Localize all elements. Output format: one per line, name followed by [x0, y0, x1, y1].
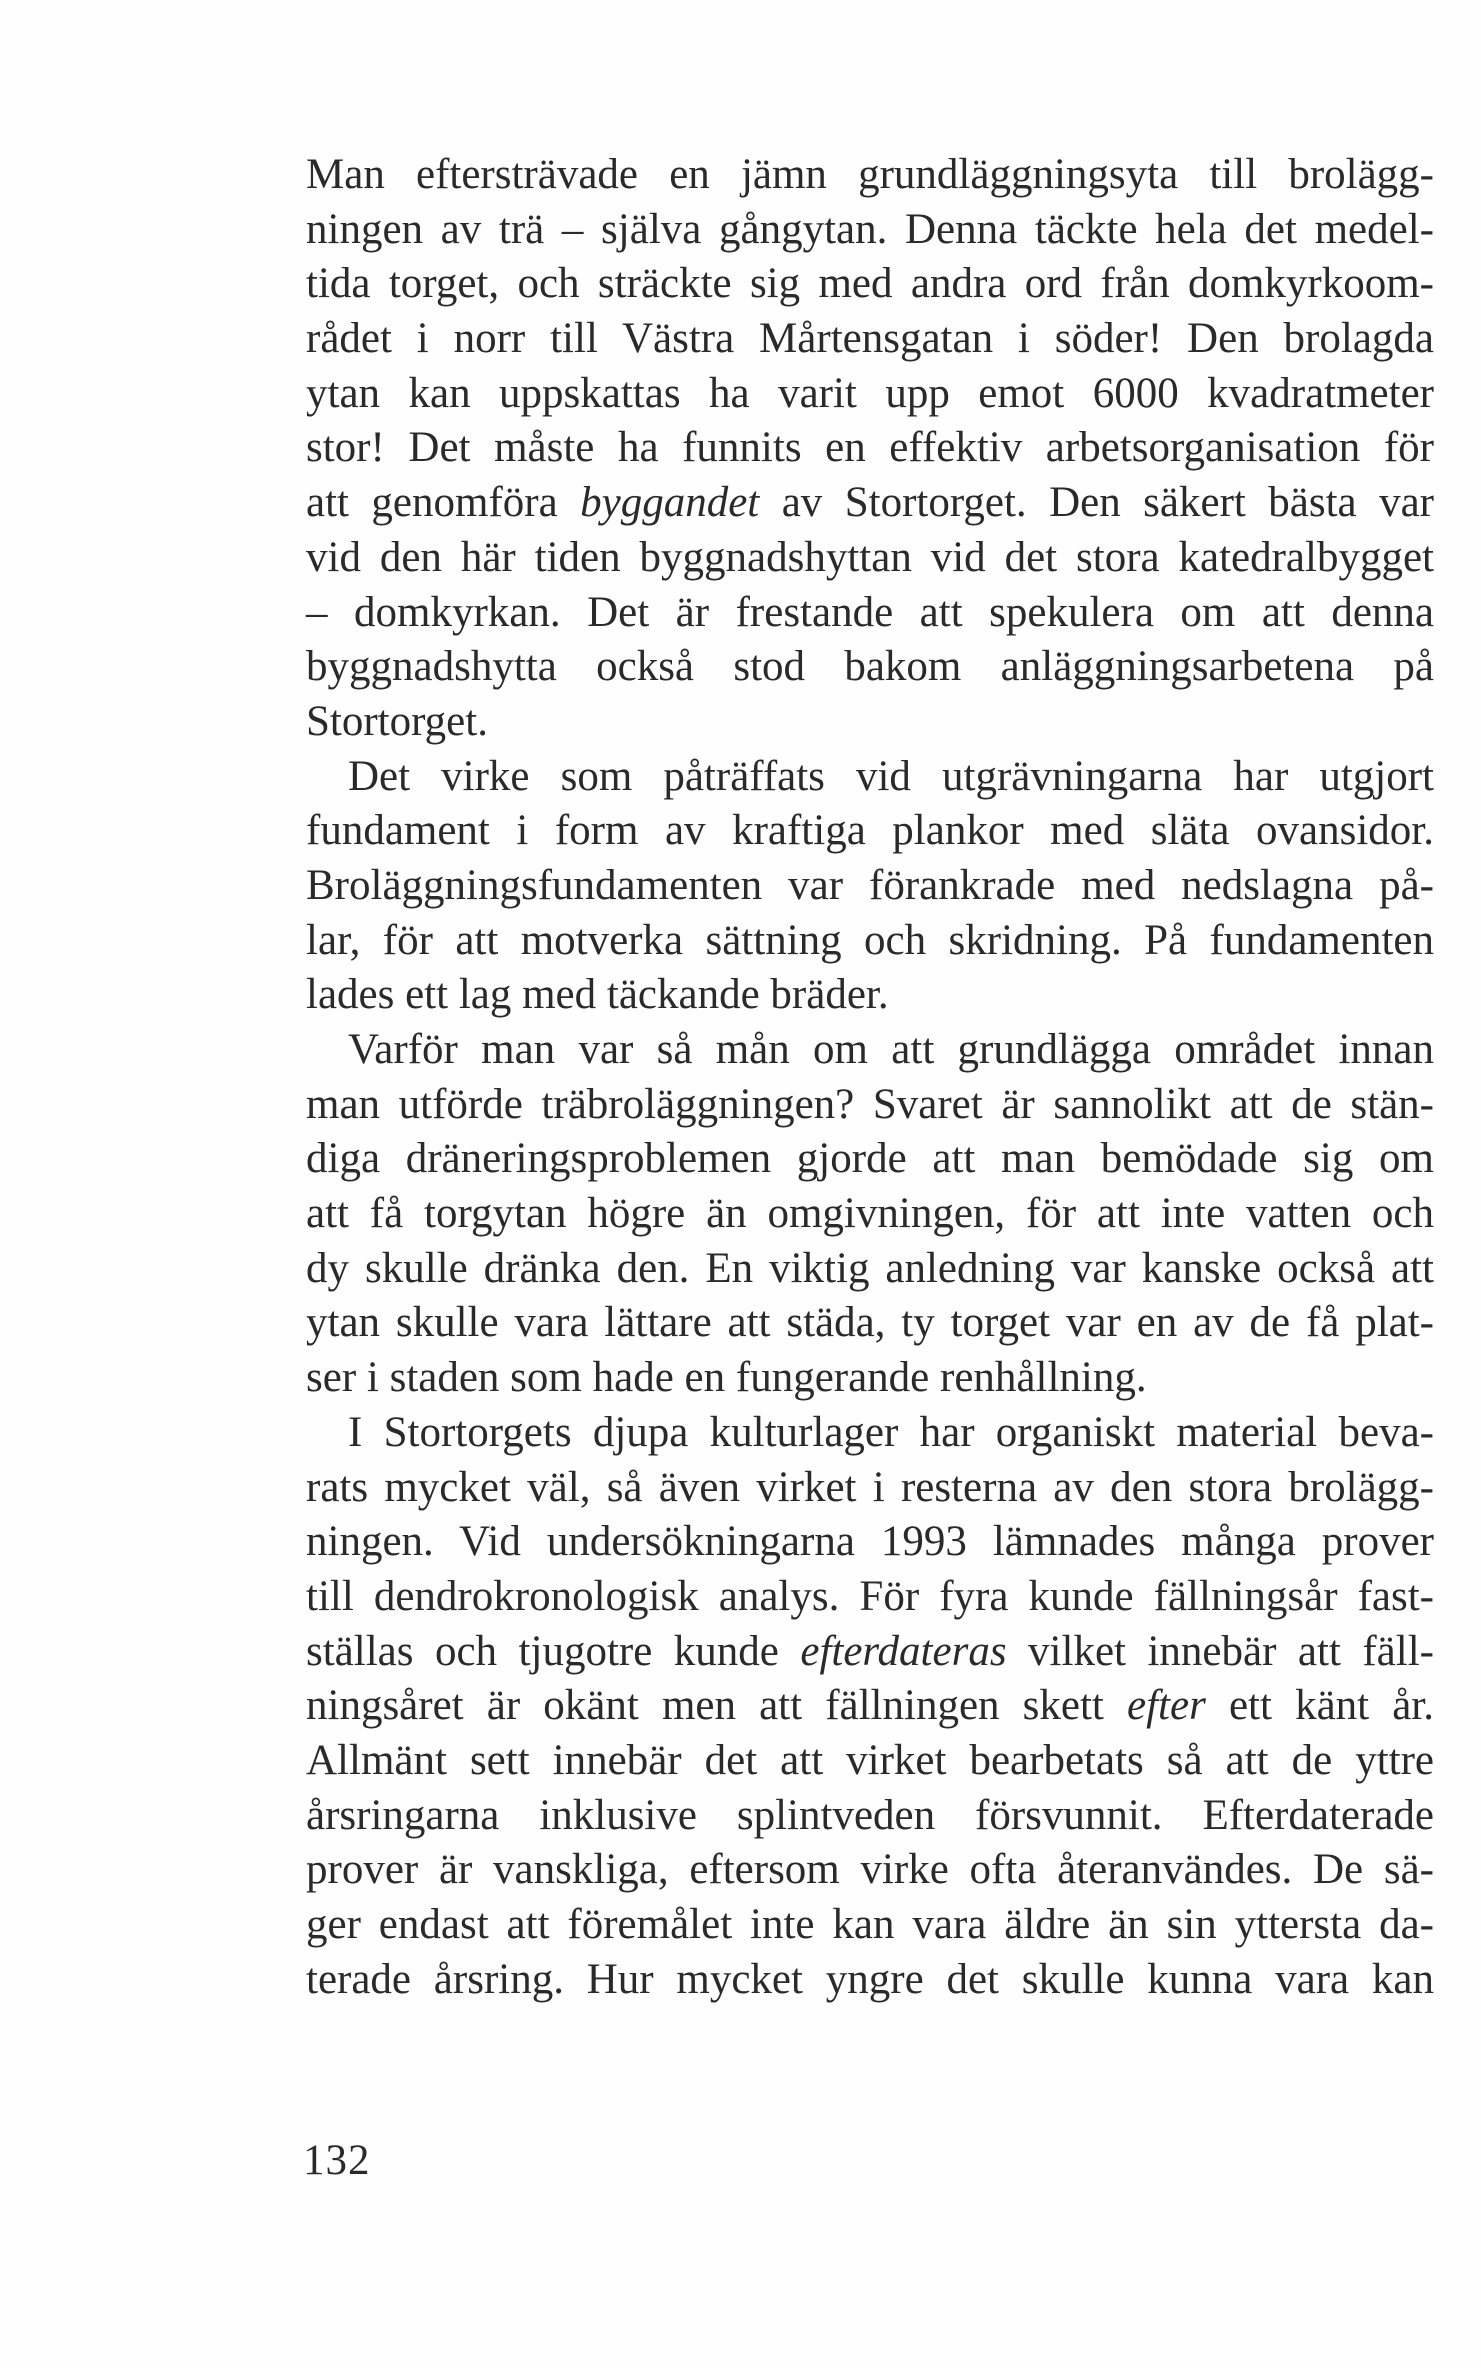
text-line: Broläggningsfundamenten var förankrade med nedslagna på-	[306, 861, 1434, 909]
page-number: 132	[303, 2137, 371, 2184]
text-run: stor! Det måste ha funnits en effektiv arbetsorganisation för	[306, 424, 1434, 472]
text-line: till dendrokronologisk analys. För fyra kunde fällningsår fast-	[306, 1572, 1434, 1620]
text-run: ett känt år.	[1205, 1682, 1435, 1730]
text-line: ytan kan uppskattas ha varit upp emot 6000 kvadratmeter	[306, 369, 1434, 417]
text-line: årsringarna inklusive splintveden försvunnit. Efterdaterade	[306, 1791, 1434, 1839]
text-line: byggnadshytta också stod bakom anläggningsarbetena på	[306, 643, 1434, 691]
text-line: dy skulle dränka den. En viktig anledning var kanske också att	[306, 1244, 1434, 1292]
text-line: Allmänt sett innebär det att virket bearbetats så att de yttre	[306, 1736, 1434, 1784]
text-run: vilket innebär att fäll-	[1006, 1627, 1434, 1675]
text-run: av Stortorget. Den säkert bästa var	[759, 479, 1434, 527]
text-line: terade årsring. Hur mycket yngre det skulle kunna vara kan	[306, 1955, 1434, 2003]
text-line: Stortorget.	[306, 697, 488, 745]
text-line: ytan skulle vara lättare att städa, ty torget var en av de få plat-	[306, 1299, 1434, 1347]
text-run: att genomföra	[306, 479, 581, 527]
text-line: rådet i norr till Västra Mårtensgatan i söder! Den brolagda	[306, 315, 1434, 363]
text-line: lades ett lag med täckande bräder.	[306, 971, 889, 1019]
text-line: tida torget, och sträckte sig med andra ord från domkyrkoom-	[306, 260, 1434, 308]
text-line: fundament i form av kraftiga plankor med släta ovansidor.	[306, 807, 1434, 855]
text-line: ningen. Vid undersökningarna 1993 lämnades många prover	[306, 1518, 1434, 1566]
text-line: man utförde träbroläggningen? Svaret är sannolikt att de stän-	[306, 1080, 1434, 1128]
text-line: ser i staden som hade en fungerande renhållning.	[306, 1354, 1147, 1402]
text-line: ningen av trä – själva gångytan. Denna täckte hela det medel-	[306, 205, 1434, 253]
text-line: ger endast att föremålet inte kan vara äldre än sin yttersta da-	[306, 1901, 1434, 1948]
text-line: prover är vanskliga, eftersom virke ofta återanvändes. De sä-	[306, 1846, 1434, 1894]
text-line: Man eftersträvade en jämn grundläggningsyta till brolägg-	[306, 151, 1434, 198]
text-line	[306, 421, 1434, 476]
text-line: Det virke som påträffats vid utgrävningarna har utgjort	[348, 752, 1434, 800]
text-line: att få torgytan högre än omgivningen, för att inte vatten och	[306, 1190, 1434, 1238]
italic-term: byggandet	[580, 479, 760, 527]
text-line	[306, 1625, 1434, 1680]
text-line: lar, för att motverka sättning och skridning. På fundamenten	[306, 916, 1434, 964]
text-run: ningsåret är okänt men att fällningen skett	[306, 1682, 1128, 1730]
text-run: ställas och tjugotre kunde	[306, 1627, 801, 1675]
italic-term: efterdateras	[800, 1627, 1007, 1675]
text-line: Varför man var så mån om att grundlägga området innan	[348, 1026, 1434, 1073]
text-line: I Stortorgets djupa kulturlager har organiskt material beva-	[348, 1408, 1434, 1456]
text-line: rats mycket väl, så även virket i resterna av den stora brolägg-	[306, 1463, 1434, 1511]
text-line: vid den här tiden byggnadshyttan vid det stora katedralbygget	[306, 533, 1434, 581]
body-text	[306, 148, 1434, 2007]
text-line	[306, 476, 1434, 531]
text-line: diga dräneringsproblemen gjorde att man bemödade sig om	[306, 1135, 1434, 1183]
text-line: – domkyrkan. Det är frestande att spekulera om att denna	[306, 588, 1434, 636]
italic-term: efter	[1127, 1682, 1206, 1730]
text-line	[306, 1679, 1434, 1734]
